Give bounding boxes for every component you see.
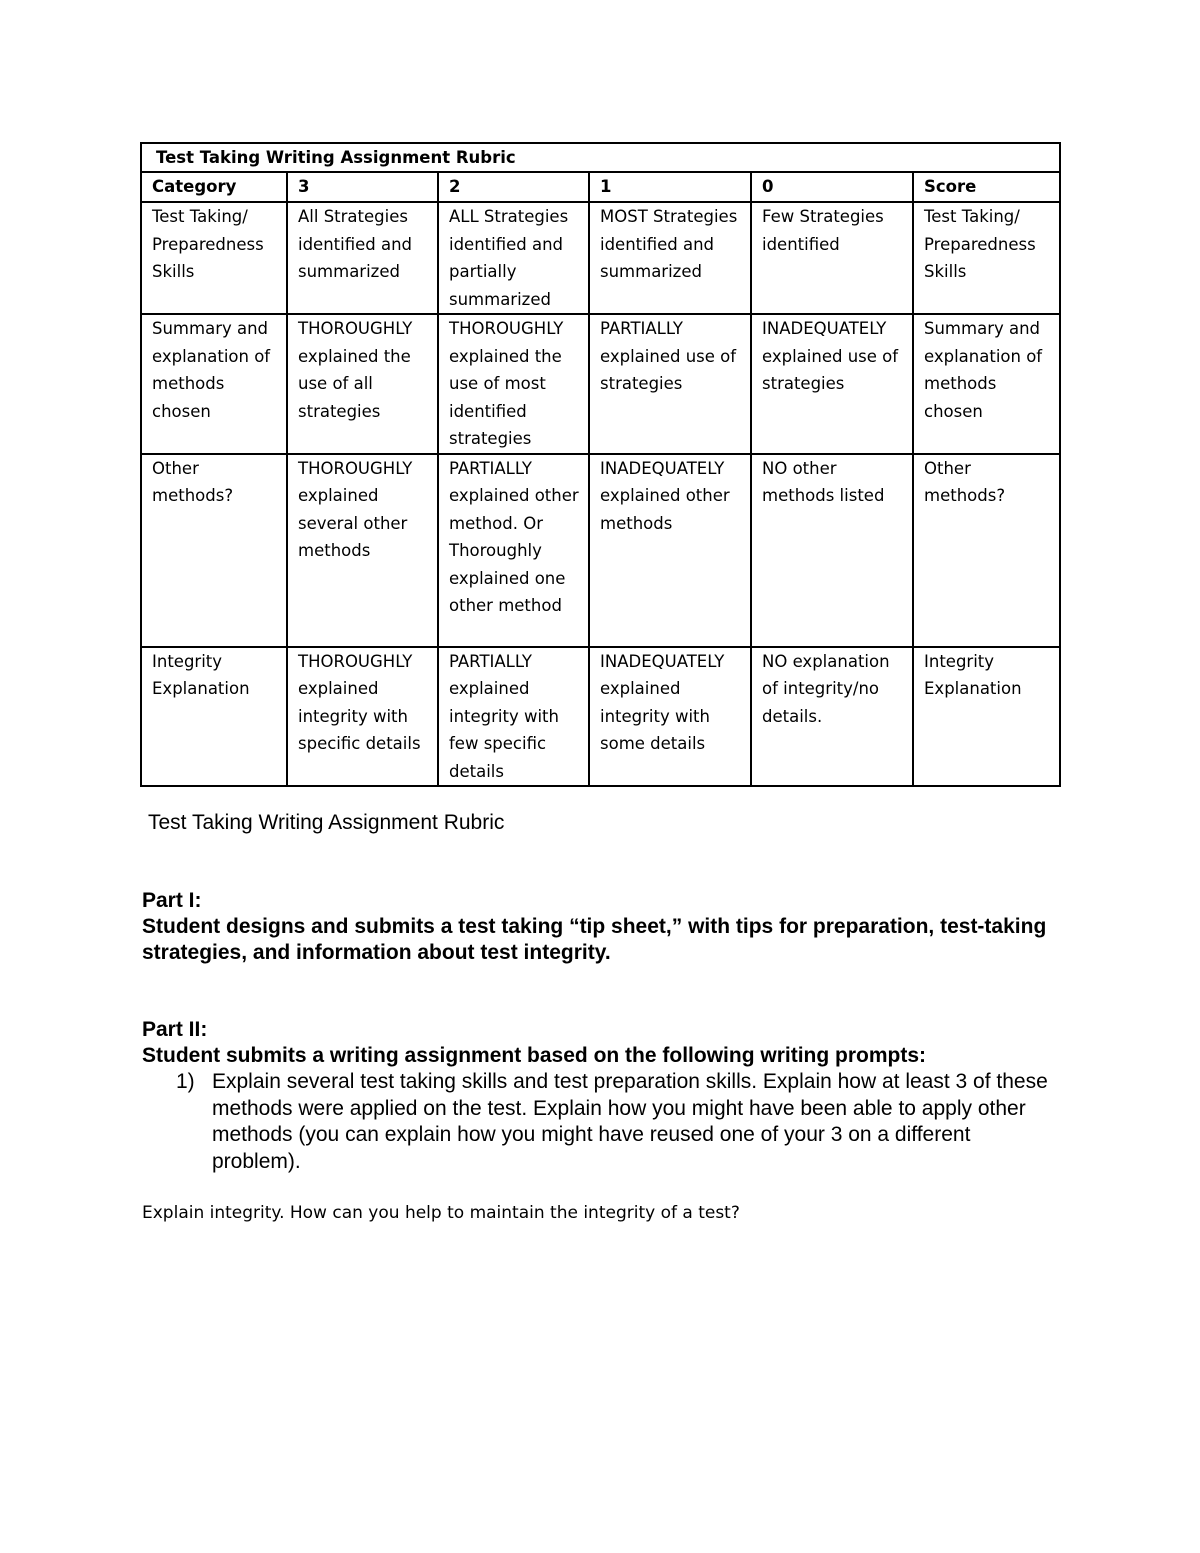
part2-heading: Part II: [142,1018,208,1041]
table-cell: NO explanation of integrity/no details. [751,647,913,787]
table-cell: THOROUGHLY explained the use of all strategies [287,314,438,454]
table-cell: THOROUGHLY explained several other methods [287,454,438,647]
table-cell: THOROUGHLY explained integrity with specific details [287,647,438,787]
table-cell: Test Taking/ Preparedness Skills [141,202,287,314]
list-item [142,1069,1062,1175]
part2-text: Student submits a writing assignment based on the following writing prompts: [142,1044,927,1067]
part1-heading: Part I: [142,889,202,912]
table-cell: Integrity Explanation [141,647,287,787]
table-cell: THOROUGHLY explained the use of most identified strategies [438,314,589,454]
table-row [141,647,1060,787]
table-cell: MOST Strategies identified and summarized [589,202,751,314]
table-cell: Other methods? [913,454,1060,647]
table-cell: INADEQUATELY explained use of strategies [751,314,913,454]
header-score-3: 3 [287,172,438,202]
table-cell: Test Taking/ Preparedness Skills [913,202,1060,314]
rubric-table [140,142,1061,787]
table-row [141,202,1060,314]
rubric-title-row [141,143,1060,172]
header-score-0: 0 [751,172,913,202]
prompt-text: Explain several test taking skills and test preparation skills. Explain how at least 3 of these methods were applied on the test. Explain how you might have been able to apply other methods (you can explain how you might have reused one of your 3 on a different problem). [212,1070,1048,1173]
table-cell: PARTIALLY explained use of strategies [589,314,751,454]
document-title: Test Taking Writing Assignment Rubric [148,811,505,834]
table-row [141,454,1060,647]
table-cell: INADEQUATELY explained other methods [589,454,751,647]
prompt-list [142,1069,1062,1175]
rubric-header-row [141,172,1060,202]
table-cell: Few Strategies identified [751,202,913,314]
header-score-1: 1 [589,172,751,202]
header-category: Category [141,172,287,202]
table-cell: Other methods? [141,454,287,647]
table-cell: INADEQUATELY explained integrity with some details [589,647,751,787]
table-cell: All Strategies identified and summarized [287,202,438,314]
table-cell: PARTIALLY explained integrity with few specific details [438,647,589,787]
part1-text: Student designs and submits a test taking “tip sheet,” with tips for preparation, test-taking strategies, and information about test integrity. [142,915,1047,964]
table-cell: NO other methods listed [751,454,913,647]
rubric-title: Test Taking Writing Assignment Rubric [141,143,1060,172]
table-cell: Summary and explanation of methods chosen [913,314,1060,454]
table-cell: ALL Strategies identified and partially summarized [438,202,589,314]
closing-question: Explain integrity. How can you help to maintain the integrity of a test? [142,1203,740,1223]
table-cell: PARTIALLY explained other method. Or Thoroughly explained one other method [438,454,589,647]
header-score-2: 2 [438,172,589,202]
prompt-number: 1) [176,1070,195,1093]
table-cell: Summary and explanation of methods chosen [141,314,287,454]
table-row [141,314,1060,454]
header-score: Score [913,172,1060,202]
table-cell: Integrity Explanation [913,647,1060,787]
